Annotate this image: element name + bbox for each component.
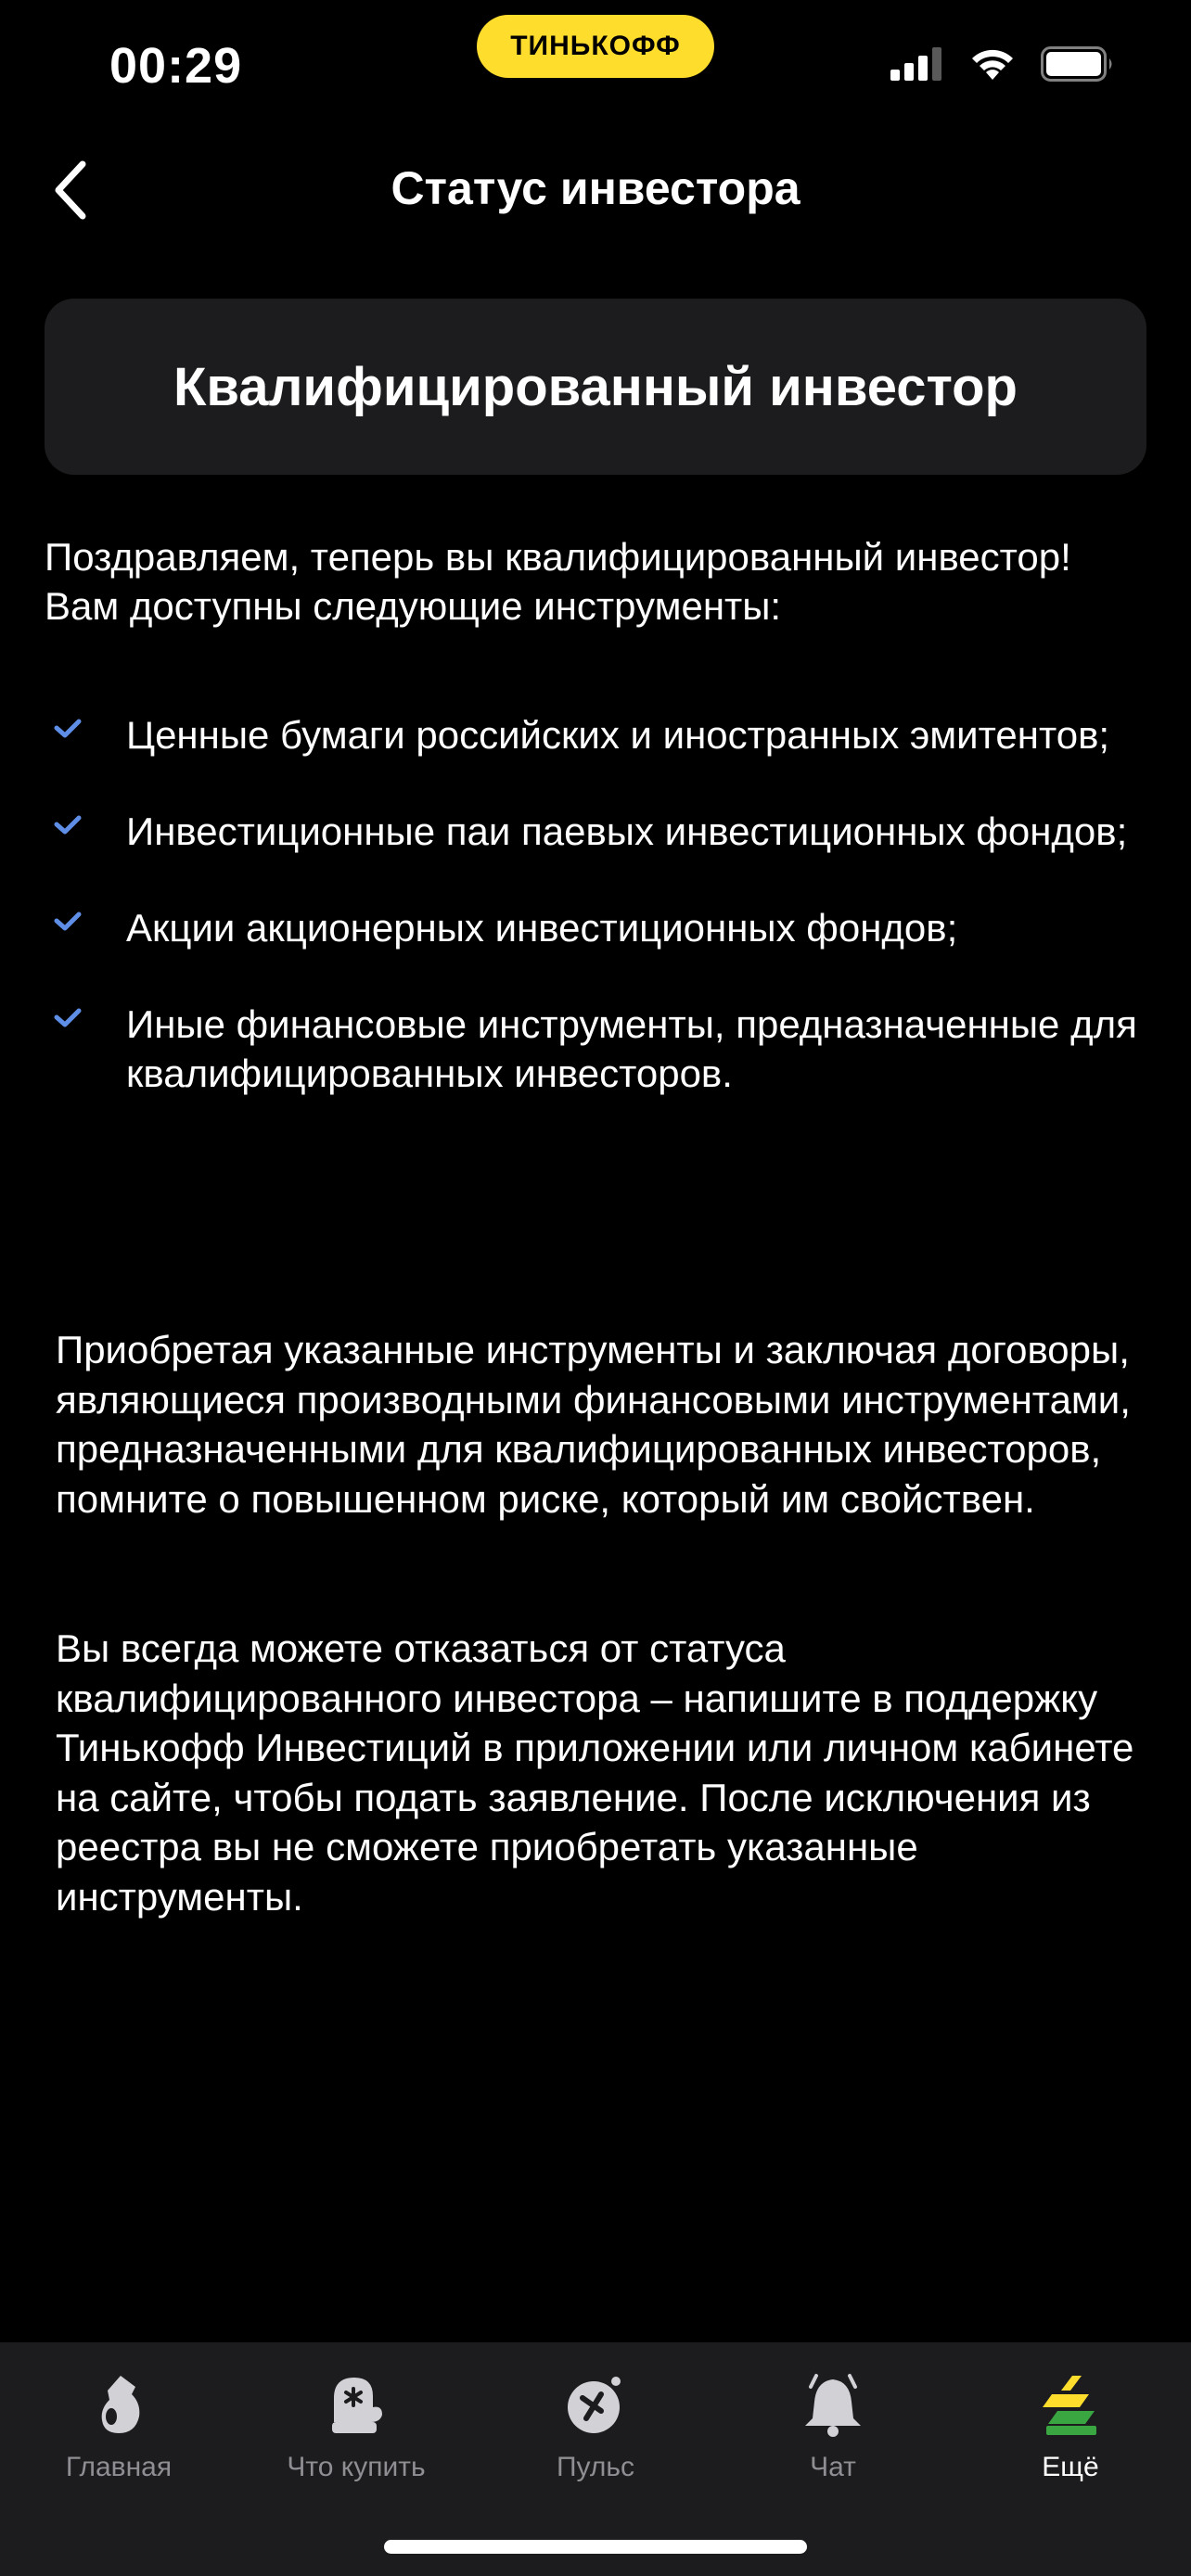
wifi-icon <box>968 46 1017 82</box>
home-indicator <box>384 2540 807 2554</box>
benefits-list <box>45 710 1148 1145</box>
tab-pulse[interactable] <box>477 2363 714 2502</box>
risk-warning-text: Приобретая указанные инструменты и заключая договоры, являющиеся производными финансовыми инструментами, предназначенными для квалифицированных инвесторов, помните о повышенном риске, который им свойствен. <box>56 1328 1131 1521</box>
cellular-signal-icon <box>890 47 944 81</box>
investor-status-title: Квалифицированный инвестор <box>173 356 1018 417</box>
nav-header <box>0 148 1191 232</box>
investor-status-card <box>45 299 1146 475</box>
list-item <box>45 1000 1148 1098</box>
benefit-text: Иные финансовые инструменты, предназначенные для квалифицированных инвесторов. <box>126 1002 1137 1095</box>
status-icons <box>890 46 1115 82</box>
bell-icon <box>798 2370 868 2441</box>
battery-icon <box>1041 46 1115 82</box>
checkmark-icon <box>54 911 82 933</box>
tab-label: Что купить <box>287 2452 426 2482</box>
tab-more[interactable] <box>952 2363 1189 2502</box>
tab-what-to-buy[interactable] <box>237 2363 475 2502</box>
list-item <box>45 807 1148 856</box>
opt-out-info-text: Вы всегда можете отказаться от статуса квалифицированного инвестора – напишите в поддержку Тинькофф Инвестиций в приложении или личном кабинете на сайте, чтобы подать заявление. После исключения из реестра вы не сможете приобретать указанные инструменты. <box>56 1626 1134 1919</box>
list-item <box>45 710 1148 759</box>
home-icon <box>83 2370 154 2441</box>
checkmark-icon <box>54 814 82 836</box>
checkmark-icon <box>54 1007 82 1029</box>
page-title: Статус инвестора <box>391 162 800 214</box>
status-time: 00:29 <box>109 38 243 94</box>
list-item <box>45 903 1148 952</box>
tab-label: Главная <box>65 2452 173 2482</box>
tab-label: Чат <box>810 2452 856 2482</box>
status-bar <box>0 0 1191 139</box>
intro-text: Поздравляем, теперь вы квалифицированный инвестор! Вам доступны следующие инструменты: <box>45 535 1071 628</box>
benefit-text: Инвестиционные паи паевых инвестиционных фондов; <box>126 810 1128 853</box>
benefit-text: Акции акционерных инвестиционных фондов; <box>126 906 958 950</box>
brand-pill: ТИНЬКОФФ <box>477 15 714 78</box>
more-icon <box>1035 2370 1106 2441</box>
benefit-text: Ценные бумаги российских и иностранных эмитентов; <box>126 713 1110 757</box>
tab-home[interactable] <box>0 2363 237 2502</box>
pulse-icon <box>560 2370 631 2441</box>
mitten-icon <box>321 2370 391 2441</box>
tab-chat[interactable] <box>714 2363 952 2502</box>
tab-label: Ещё <box>1042 2452 1099 2482</box>
checkmark-icon <box>54 718 82 740</box>
tab-label: Пульс <box>556 2452 635 2482</box>
